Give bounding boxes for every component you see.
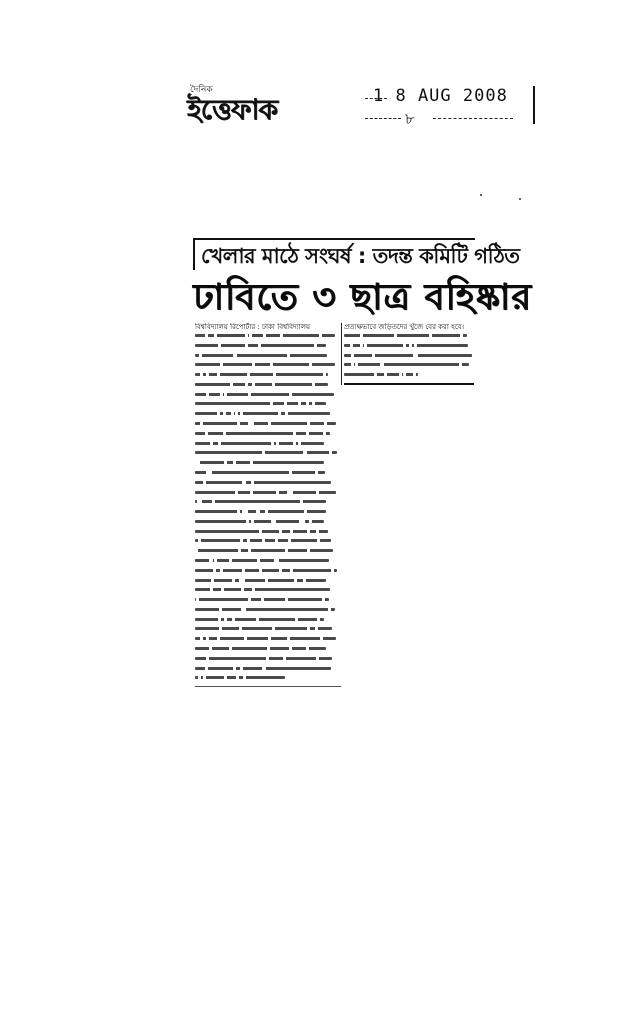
- illegible-text-line: [344, 331, 479, 339]
- illegible-text-line: [195, 409, 340, 417]
- illegible-text-line: [195, 595, 340, 603]
- stamp-dash: [365, 118, 401, 119]
- illegible-text-line: [195, 556, 340, 564]
- illegible-text-line: [195, 429, 340, 437]
- illegible-text-line: [195, 546, 340, 554]
- illegible-text-line: [195, 517, 340, 525]
- illegible-text-line: [195, 448, 340, 456]
- illegible-text-line: [195, 605, 340, 613]
- stamp-date: 1 8 AUG 2008: [373, 86, 508, 106]
- illegible-text-line: [195, 576, 340, 584]
- date-stamp: [365, 84, 535, 128]
- illegible-text-line: [195, 634, 340, 642]
- article-column-2: [344, 323, 479, 380]
- illegible-text-line: [195, 331, 340, 339]
- stamp-page: ৮: [405, 110, 417, 128]
- illegible-text-line: [195, 399, 340, 407]
- illegible-text-line: [195, 390, 340, 398]
- illegible-text-line: [344, 341, 479, 349]
- column-2-first-line: প্রত্যক্ষভাবে জড়িতদের খুঁজে বের করা হবে।: [344, 323, 465, 331]
- masthead-title: ইত্তেফাক: [187, 93, 278, 126]
- stamp-dash: [433, 118, 513, 119]
- illegible-text-line: [195, 624, 340, 632]
- illegible-text-line: [195, 341, 340, 349]
- illegible-text-line: [195, 644, 340, 652]
- illegible-text-line: [195, 507, 340, 515]
- article-headline: ঢাবিতে ৩ ছাত্র বহিষ্কার: [193, 277, 532, 318]
- column-1-first-line: বিশ্ববিদ্যালয় রিপোর্টার : ঢাকা বিশ্ববিদ্যালয়: [195, 323, 311, 331]
- column-end-rule: [344, 383, 474, 385]
- illegible-text-line: [195, 536, 340, 544]
- illegible-text-line: [195, 664, 340, 672]
- illegible-text-line: [195, 478, 340, 486]
- illegible-text-line: [344, 360, 479, 368]
- illegible-text-line: [195, 673, 340, 681]
- article-subheadline: খেলার মাঠে সংঘর্ষ : তদন্ত কমিটি গঠিত: [201, 244, 520, 268]
- illegible-text-line: [195, 497, 340, 505]
- illegible-text-line: [195, 351, 340, 359]
- illegible-text-line: [195, 527, 340, 535]
- illegible-text-line: [344, 370, 479, 378]
- article-column-1: [195, 323, 340, 683]
- illegible-text-line: [344, 351, 479, 359]
- illegible-text-line: [195, 566, 340, 574]
- illegible-text-line: [195, 370, 340, 378]
- article-bottom-rule: [195, 686, 341, 687]
- illegible-text-line: [195, 615, 340, 623]
- stamp-border: [533, 86, 535, 124]
- illegible-text-line: [195, 654, 340, 662]
- speck: [519, 198, 521, 200]
- illegible-text-line: [195, 458, 340, 466]
- illegible-text-line: [195, 380, 340, 388]
- column-divider: [341, 323, 342, 385]
- illegible-text-line: [195, 468, 340, 476]
- illegible-text-line: [195, 360, 340, 368]
- illegible-text-line: [195, 488, 340, 496]
- illegible-text-line: [195, 585, 340, 593]
- illegible-text-line: [195, 439, 340, 447]
- stamp-dash: [365, 98, 387, 99]
- masthead-small-label: দৈনিক: [190, 85, 213, 95]
- speck: [480, 194, 482, 196]
- illegible-text-line: [195, 419, 340, 427]
